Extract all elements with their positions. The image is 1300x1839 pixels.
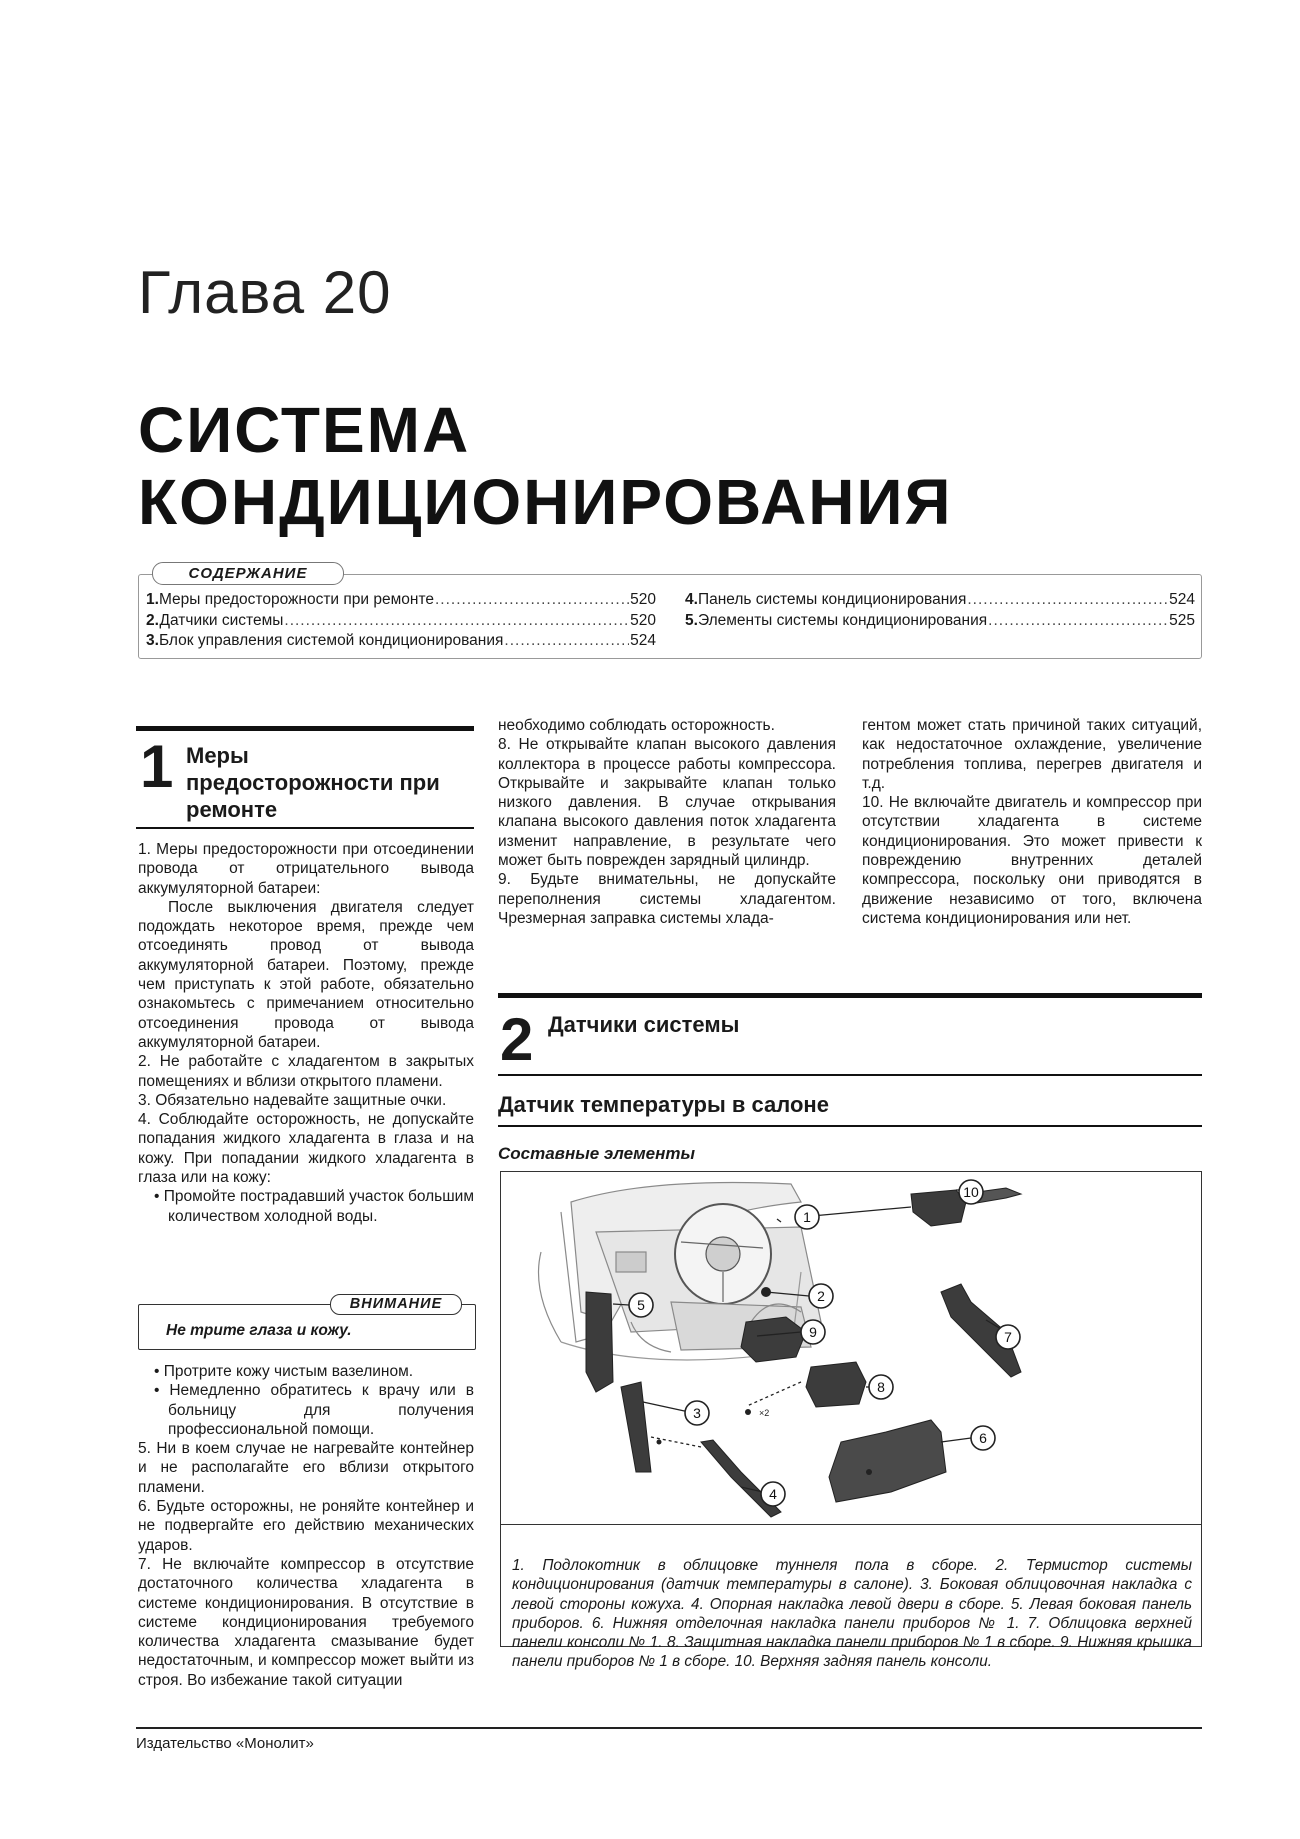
components-figure	[500, 1171, 1202, 1525]
components-label: Составные элементы	[498, 1144, 696, 1163]
toc-label: СОДЕРЖАНИЕ	[152, 562, 344, 585]
svg-text:5: 5	[637, 1297, 645, 1313]
paragraph: 9. Будьте внимательны, не допускайте переполнения системы хладагентом. Чрезмерная заправка системы хлада-	[498, 871, 836, 927]
paragraph: 7. Не включайте компрессор в отсутствие достаточного количества хладагента в системе кондиционирования. В отсутствие в системе кондиционирования требуемого количества хладагента смазывание будет недостаточным, и компрессор может выйти из строя. Во избежание такой ситуации	[138, 1555, 474, 1689]
section-2-title: Датчики системы	[548, 1012, 740, 1037]
toc-leader	[504, 631, 629, 652]
toc-item-title: Элементы системы кондиционирования	[697, 611, 988, 629]
svg-text:7: 7	[1004, 1329, 1012, 1345]
toc-item-title: Датчики системы	[159, 611, 284, 629]
part-6-lower-finish	[829, 1420, 946, 1502]
toc-leader	[967, 590, 1168, 611]
paragraph: необходимо соблюдать осторожность.	[498, 717, 775, 734]
toc-item[interactable]	[685, 590, 1195, 611]
subsection-title: Датчик температуры в салоне	[498, 1092, 829, 1117]
callout-3	[685, 1401, 709, 1425]
toc-item-page: 525	[1169, 611, 1195, 629]
paragraph: 4. Соблюдайте осторожность, не допускайте попадания жидкого хладагента в глаза и на кожу. При попадании жидкого хладагента в глаза или на кожу:	[138, 1111, 474, 1187]
toc-item-num: 4.	[685, 591, 698, 608]
bullet-item: • Немедленно обратитесь к врачу или в больницу для получения профессиональной помощи.	[154, 1382, 474, 1438]
svg-text:8: 8	[877, 1379, 885, 1395]
section-2-bottom-rule	[498, 1074, 1202, 1076]
part-5-side-panel	[586, 1292, 613, 1392]
toc-item-num: 5.	[685, 611, 698, 629]
footer-rule	[136, 1727, 1202, 1729]
callout-7	[996, 1325, 1020, 1349]
svg-text:3: 3	[693, 1405, 701, 1421]
callout-8	[869, 1375, 893, 1399]
toc-item-page: 520	[630, 591, 656, 608]
paragraph: 3. Обязательно надевайте защитные очки.	[138, 1091, 447, 1109]
paragraph: После выключения двигателя следует подождать некоторое время, прежде чем отсоединять провод от вывода аккумуляторной батареи. Поэтому, прежде чем приступать к этой работе, обязательно ознакомьтесь с примечанием относительно отсоединения провода от вывода аккумуляторной батареи.	[138, 898, 474, 1051]
toc-item-page: 524	[1169, 591, 1195, 608]
callout-6	[971, 1426, 995, 1450]
toc-item[interactable]	[146, 631, 656, 652]
chapter-number: Глава 20	[138, 259, 392, 326]
callout-5	[629, 1293, 653, 1317]
toc-item[interactable]	[685, 611, 1195, 632]
toc-column-left	[146, 590, 656, 652]
bullet-item: • Протрите кожу чистым вазелином.	[154, 1363, 414, 1380]
toc-item-title: Панель системы кондиционирования	[697, 591, 967, 608]
svg-text:4: 4	[769, 1486, 777, 1502]
toc-item-num: 2.	[146, 611, 159, 629]
svg-text:×2: ×2	[759, 1408, 770, 1418]
warning-text: Не трите глаза и кожу.	[166, 1322, 352, 1339]
svg-text:1: 1	[803, 1209, 811, 1225]
callout-9	[801, 1320, 825, 1344]
svg-text:6: 6	[979, 1430, 987, 1446]
svg-text:9: 9	[809, 1324, 817, 1340]
callout-2	[809, 1284, 833, 1308]
column-2	[498, 716, 836, 928]
svg-text:10: 10	[963, 1184, 979, 1200]
paragraph: 6. Будьте осторожны, не роняйте контейнер и не подвергайте его действию механических ударов.	[138, 1498, 474, 1554]
paragraph: 1. Меры предосторожности при отсоединении провода от отрицательного вывода аккумуляторной батареи:	[138, 841, 474, 897]
callout-1	[795, 1205, 819, 1229]
toc-leader	[284, 611, 629, 632]
paragraph: 8. Не открывайте клапан высокого давления коллектора в процессе работы компрессора. Открывайте и закрывайте клапан только низкого давления. В случае открывания клапана высокого давления поток хладагента изменит направление, в результате чего может быть поврежден зарядный цилиндр.	[498, 736, 836, 870]
section-2-number: 2	[500, 1006, 534, 1073]
publisher-footer: Издательство «Монолит»	[136, 1735, 314, 1752]
section-1-top-rule	[136, 726, 474, 731]
paragraph: 5. Ни в коем случае не нагревайте контейнер и не располагайте его вблизи открытого пламени.	[138, 1440, 474, 1496]
warning-label: ВНИМАНИЕ	[330, 1294, 462, 1315]
chapter-title	[138, 394, 953, 538]
chapter-title-line-2: КОНДИЦИОНИРОВАНИЯ	[138, 466, 953, 538]
toc-item[interactable]	[146, 590, 656, 611]
column-1-top	[138, 840, 474, 1226]
column-3	[862, 716, 1202, 928]
toc-item-title: Блок управления системой кондиционирования	[158, 632, 504, 649]
part-8-protector	[806, 1362, 866, 1407]
toc-column-right	[685, 590, 1195, 631]
bullet-item: • Промойте пострадавший участок большим количеством холодной воды.	[154, 1188, 474, 1225]
toc-leader	[435, 590, 629, 611]
toc-leader	[988, 611, 1168, 632]
part-1-armrest	[911, 1190, 966, 1226]
toc-item-page: 520	[630, 611, 656, 629]
paragraph: 2. Не работайте с хладагентом в закрытых помещениях и вблизи открытого пламени.	[138, 1053, 474, 1090]
paragraph: гентом может стать причиной таких ситуаций, как недостаточное охлаждение, увеличение потребления топлива, перегрев двигателя и т.д.	[862, 717, 1202, 792]
section-1-bottom-rule	[136, 827, 474, 829]
toc-item-num: 3.	[146, 632, 159, 649]
part-3-side-trim	[621, 1382, 651, 1472]
section-1-title: Меры предосторожности при ремонте	[186, 743, 440, 822]
subsection-rule	[498, 1125, 1202, 1127]
callout-4	[761, 1482, 785, 1506]
toc-item-num: 1.	[146, 591, 159, 608]
toc-item-title: Меры предосторожности при ремонте	[158, 591, 434, 608]
components-diagram	[501, 1172, 1201, 1524]
callout-10	[959, 1180, 983, 1204]
figure-caption: 1. Подлокотник в облицовке туннеля пола в сборе. 2. Термистор системы кондиционирования (датчик температуры в салоне). 3. Боковая облицовочная накладка с левой стороны кожуха. 4. Опорная накладка левой двери в сборе. 5. Левая боковая панель приборов. 6. Нижняя отделочная накладка панели приборов № 1. 7. Облицовка верхней панели консоли № 1. 8. Защитная накладка панели приборов № 1 в сборе. 9. Нижняя крышка панели приборов № 1 в сборе. 10. Верхняя задняя панель консоли.	[512, 1557, 1192, 1671]
section-1-number: 1	[140, 733, 174, 800]
chapter-title-line-1: СИСТЕМА	[138, 394, 471, 466]
section-2-top-rule	[498, 993, 1202, 998]
toc-item[interactable]	[146, 611, 656, 632]
column-1-bottom	[138, 1362, 474, 1690]
paragraph: 10. Не включайте двигатель и компрессор при отсутствии хладагента в системе кондиционирования. Это может привести к повреждению внутренних деталей компрессора, поскольку они приводятся в движение независимо от того, включена система кондиционирования или нет.	[862, 794, 1202, 927]
svg-text:2: 2	[817, 1288, 825, 1304]
toc-item-page: 524	[630, 632, 656, 649]
